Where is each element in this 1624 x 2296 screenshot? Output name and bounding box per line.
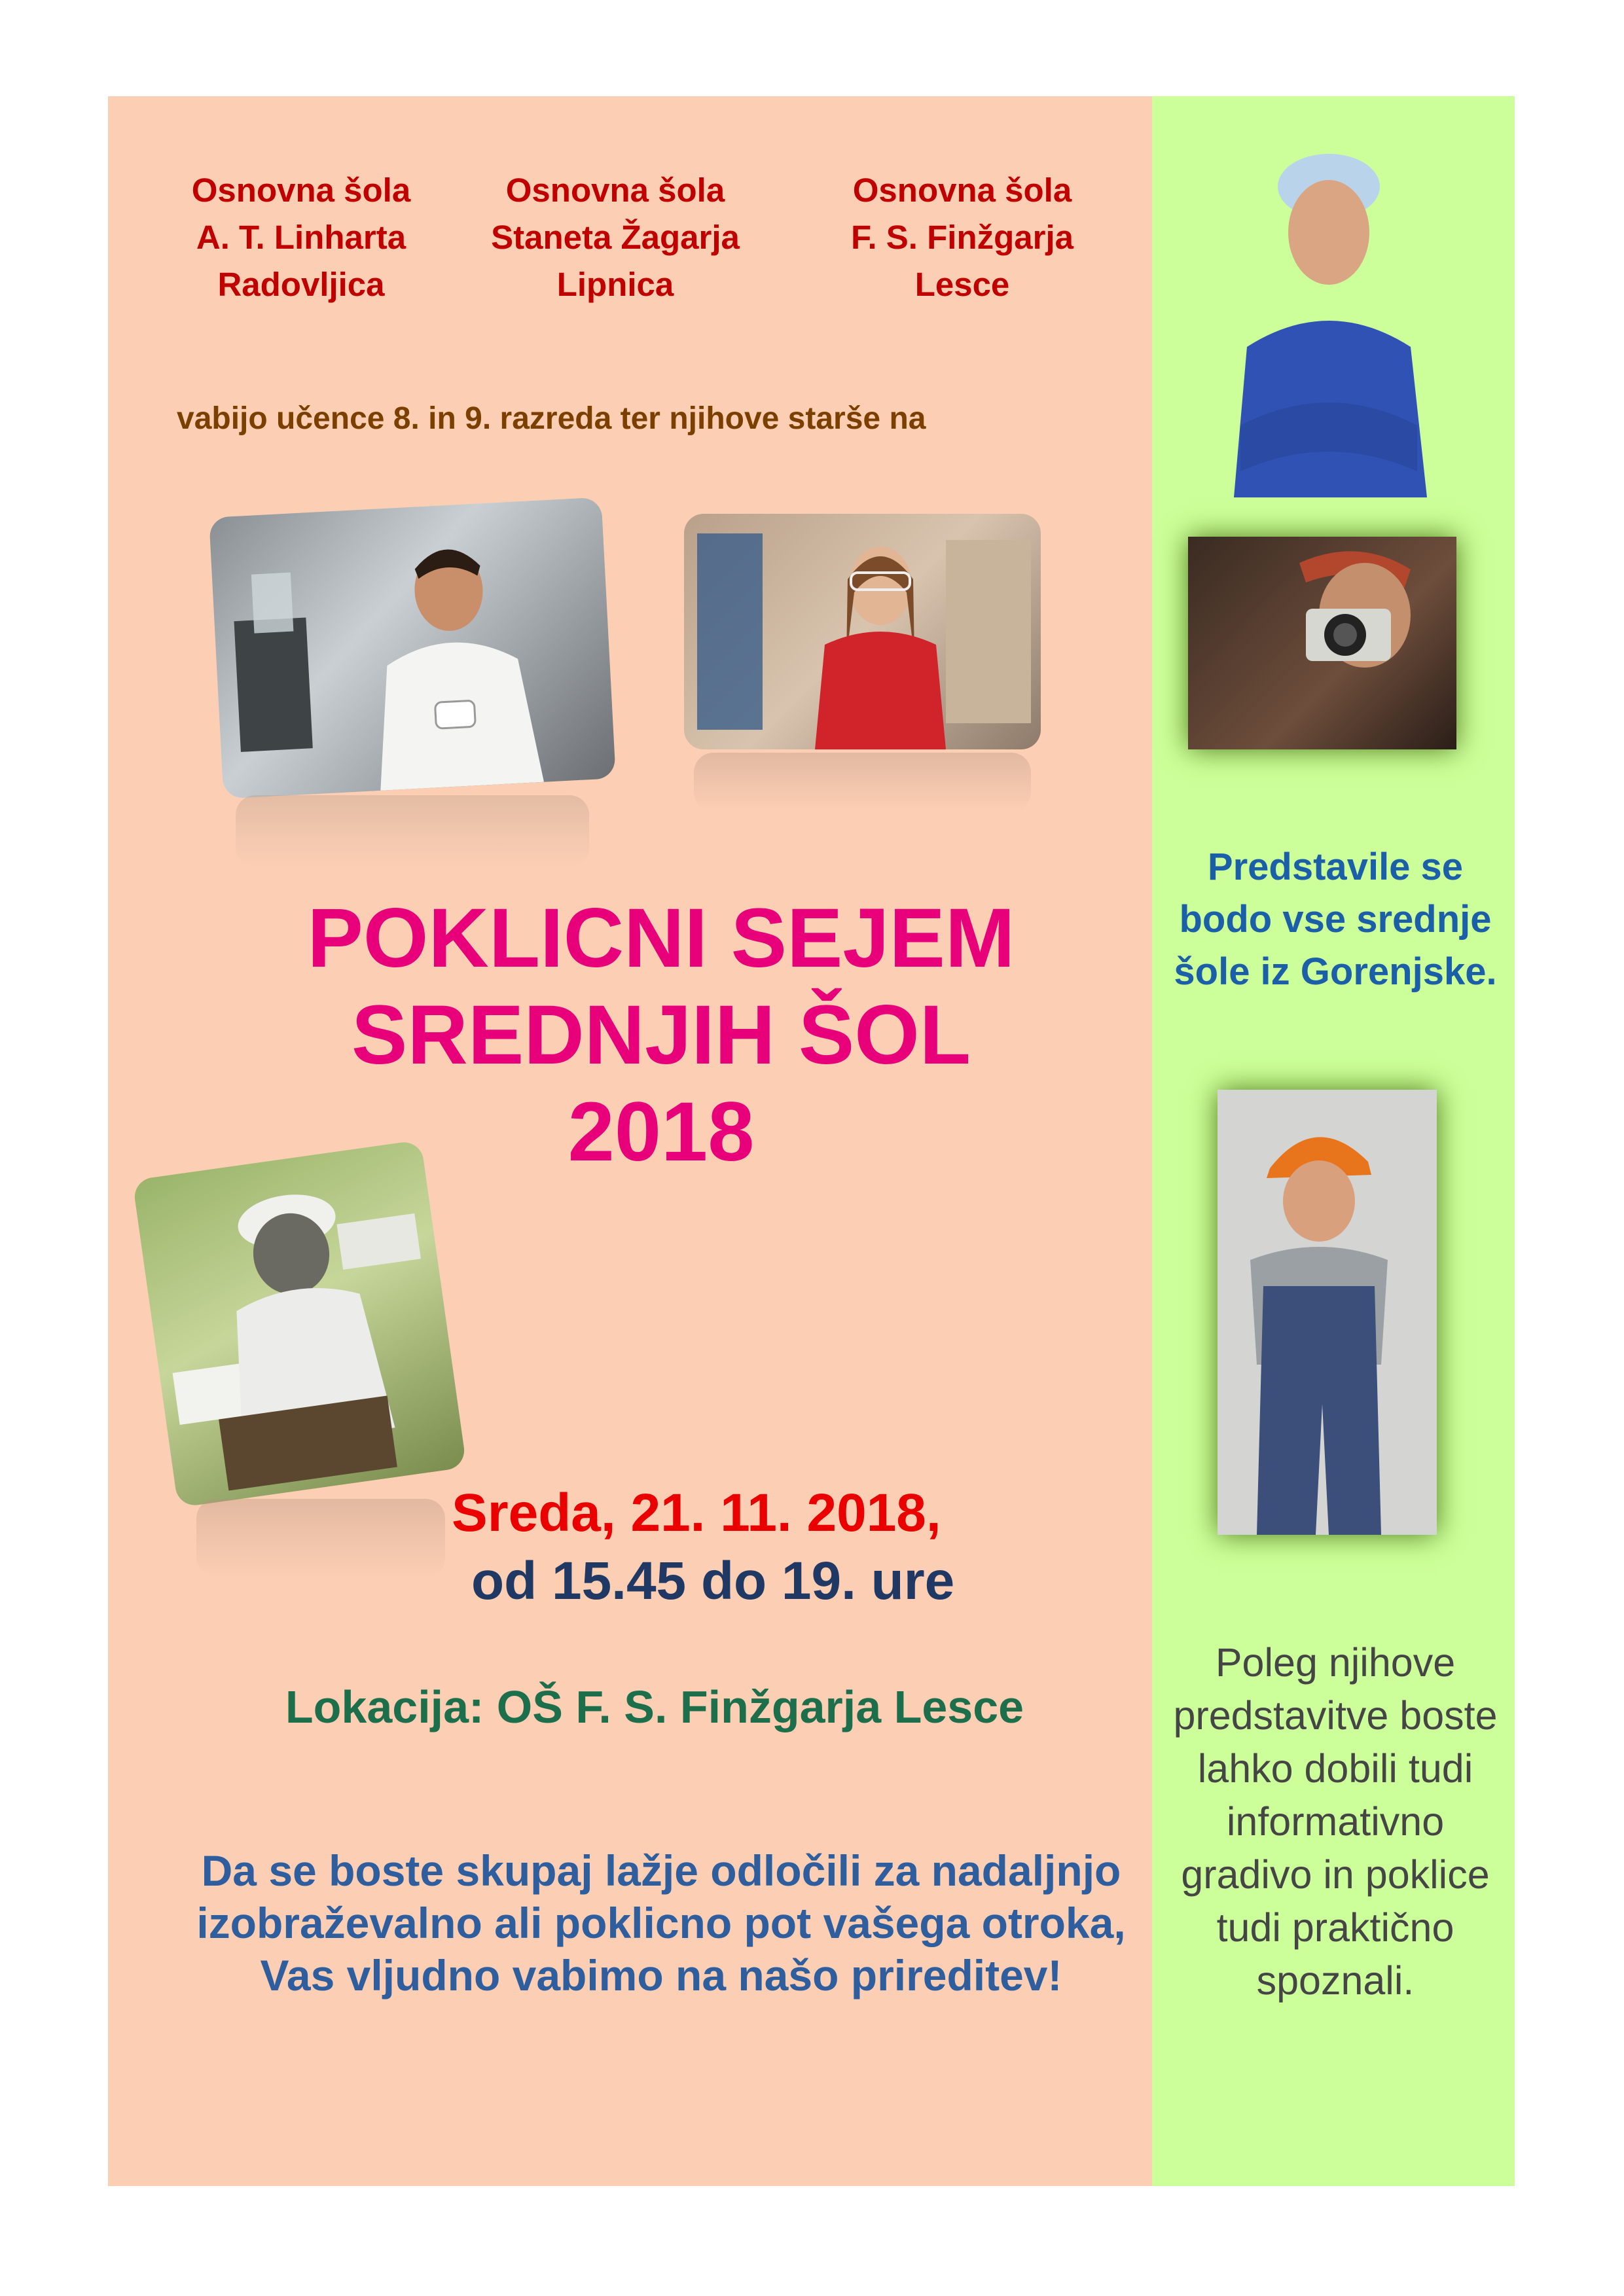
school-finzgar — [831, 167, 1093, 308]
school-finzgar-line1: Osnovna šola — [852, 171, 1072, 209]
photographer-photo — [1188, 537, 1456, 749]
school-zagar-line2: Staneta Žagarja — [491, 219, 740, 256]
sidebar-schools-note: Predstavile se bodo vse srednje šole iz Gorenjske. — [1174, 846, 1497, 993]
school-finzgar-line3: Lesce — [914, 266, 1010, 303]
beekeeper-photo-reflection — [196, 1499, 445, 1577]
beekeeper-photo — [132, 1139, 467, 1507]
school-zagar-line1: Osnovna šola — [505, 171, 725, 209]
surgeon-photo — [1201, 131, 1443, 497]
chef-illustration — [209, 497, 616, 799]
title-line3: 2018 — [568, 1085, 755, 1179]
school-linhart-line2: A. T. Linharta — [196, 219, 406, 256]
event-time: od 15.45 do 19. ure — [471, 1551, 955, 1611]
warehouse-photo-reflection — [694, 753, 1031, 812]
school-linhart-line3: Radovljica — [217, 266, 385, 303]
chef-photo-reflection — [236, 795, 589, 867]
beekeeper-illustration — [132, 1139, 467, 1507]
school-finzgar-line2: F. S. Finžgarja — [850, 219, 1074, 256]
warehouse-worker-illustration — [684, 514, 1041, 749]
worker-photo — [1218, 1090, 1437, 1535]
event-date: Sreda, 21. 11. 2018, — [452, 1483, 941, 1543]
event-title — [196, 890, 1126, 1181]
school-linhart — [177, 167, 425, 308]
sidebar-info-note: Poleg njihove predstavitve boste lahko dobili tudi informativno gradivo in poklice tudi praktično spoznali. — [1173, 1640, 1498, 2003]
invitation-appeal: Da se boste skupaj lažje odločili za nadaljnjo izobraževalno ali poklicno pot vašega otroka, Vas vljudno vabimo na našo prireditev! — [196, 1846, 1126, 2000]
title-line1: POKLICNI SEJEM — [307, 891, 1015, 985]
warehouse-worker-photo — [684, 514, 1041, 749]
school-zagar-line3: Lipnica — [556, 266, 674, 303]
title-line2: SREDNJIH ŠOL — [352, 988, 971, 1082]
event-location: Lokacija: OŠ F. S. Finžgarja Lesce — [285, 1681, 1024, 1732]
school-linhart-line1: Osnovna šola — [191, 171, 411, 209]
photographer-illustration — [1188, 537, 1456, 749]
surgeon-illustration — [1201, 131, 1443, 497]
school-zagar — [471, 167, 759, 308]
chef-photo — [209, 497, 616, 799]
worker-illustration — [1218, 1090, 1437, 1535]
invite-line: vabijo učence 8. in 9. razreda ter njihove starše na — [177, 401, 926, 436]
